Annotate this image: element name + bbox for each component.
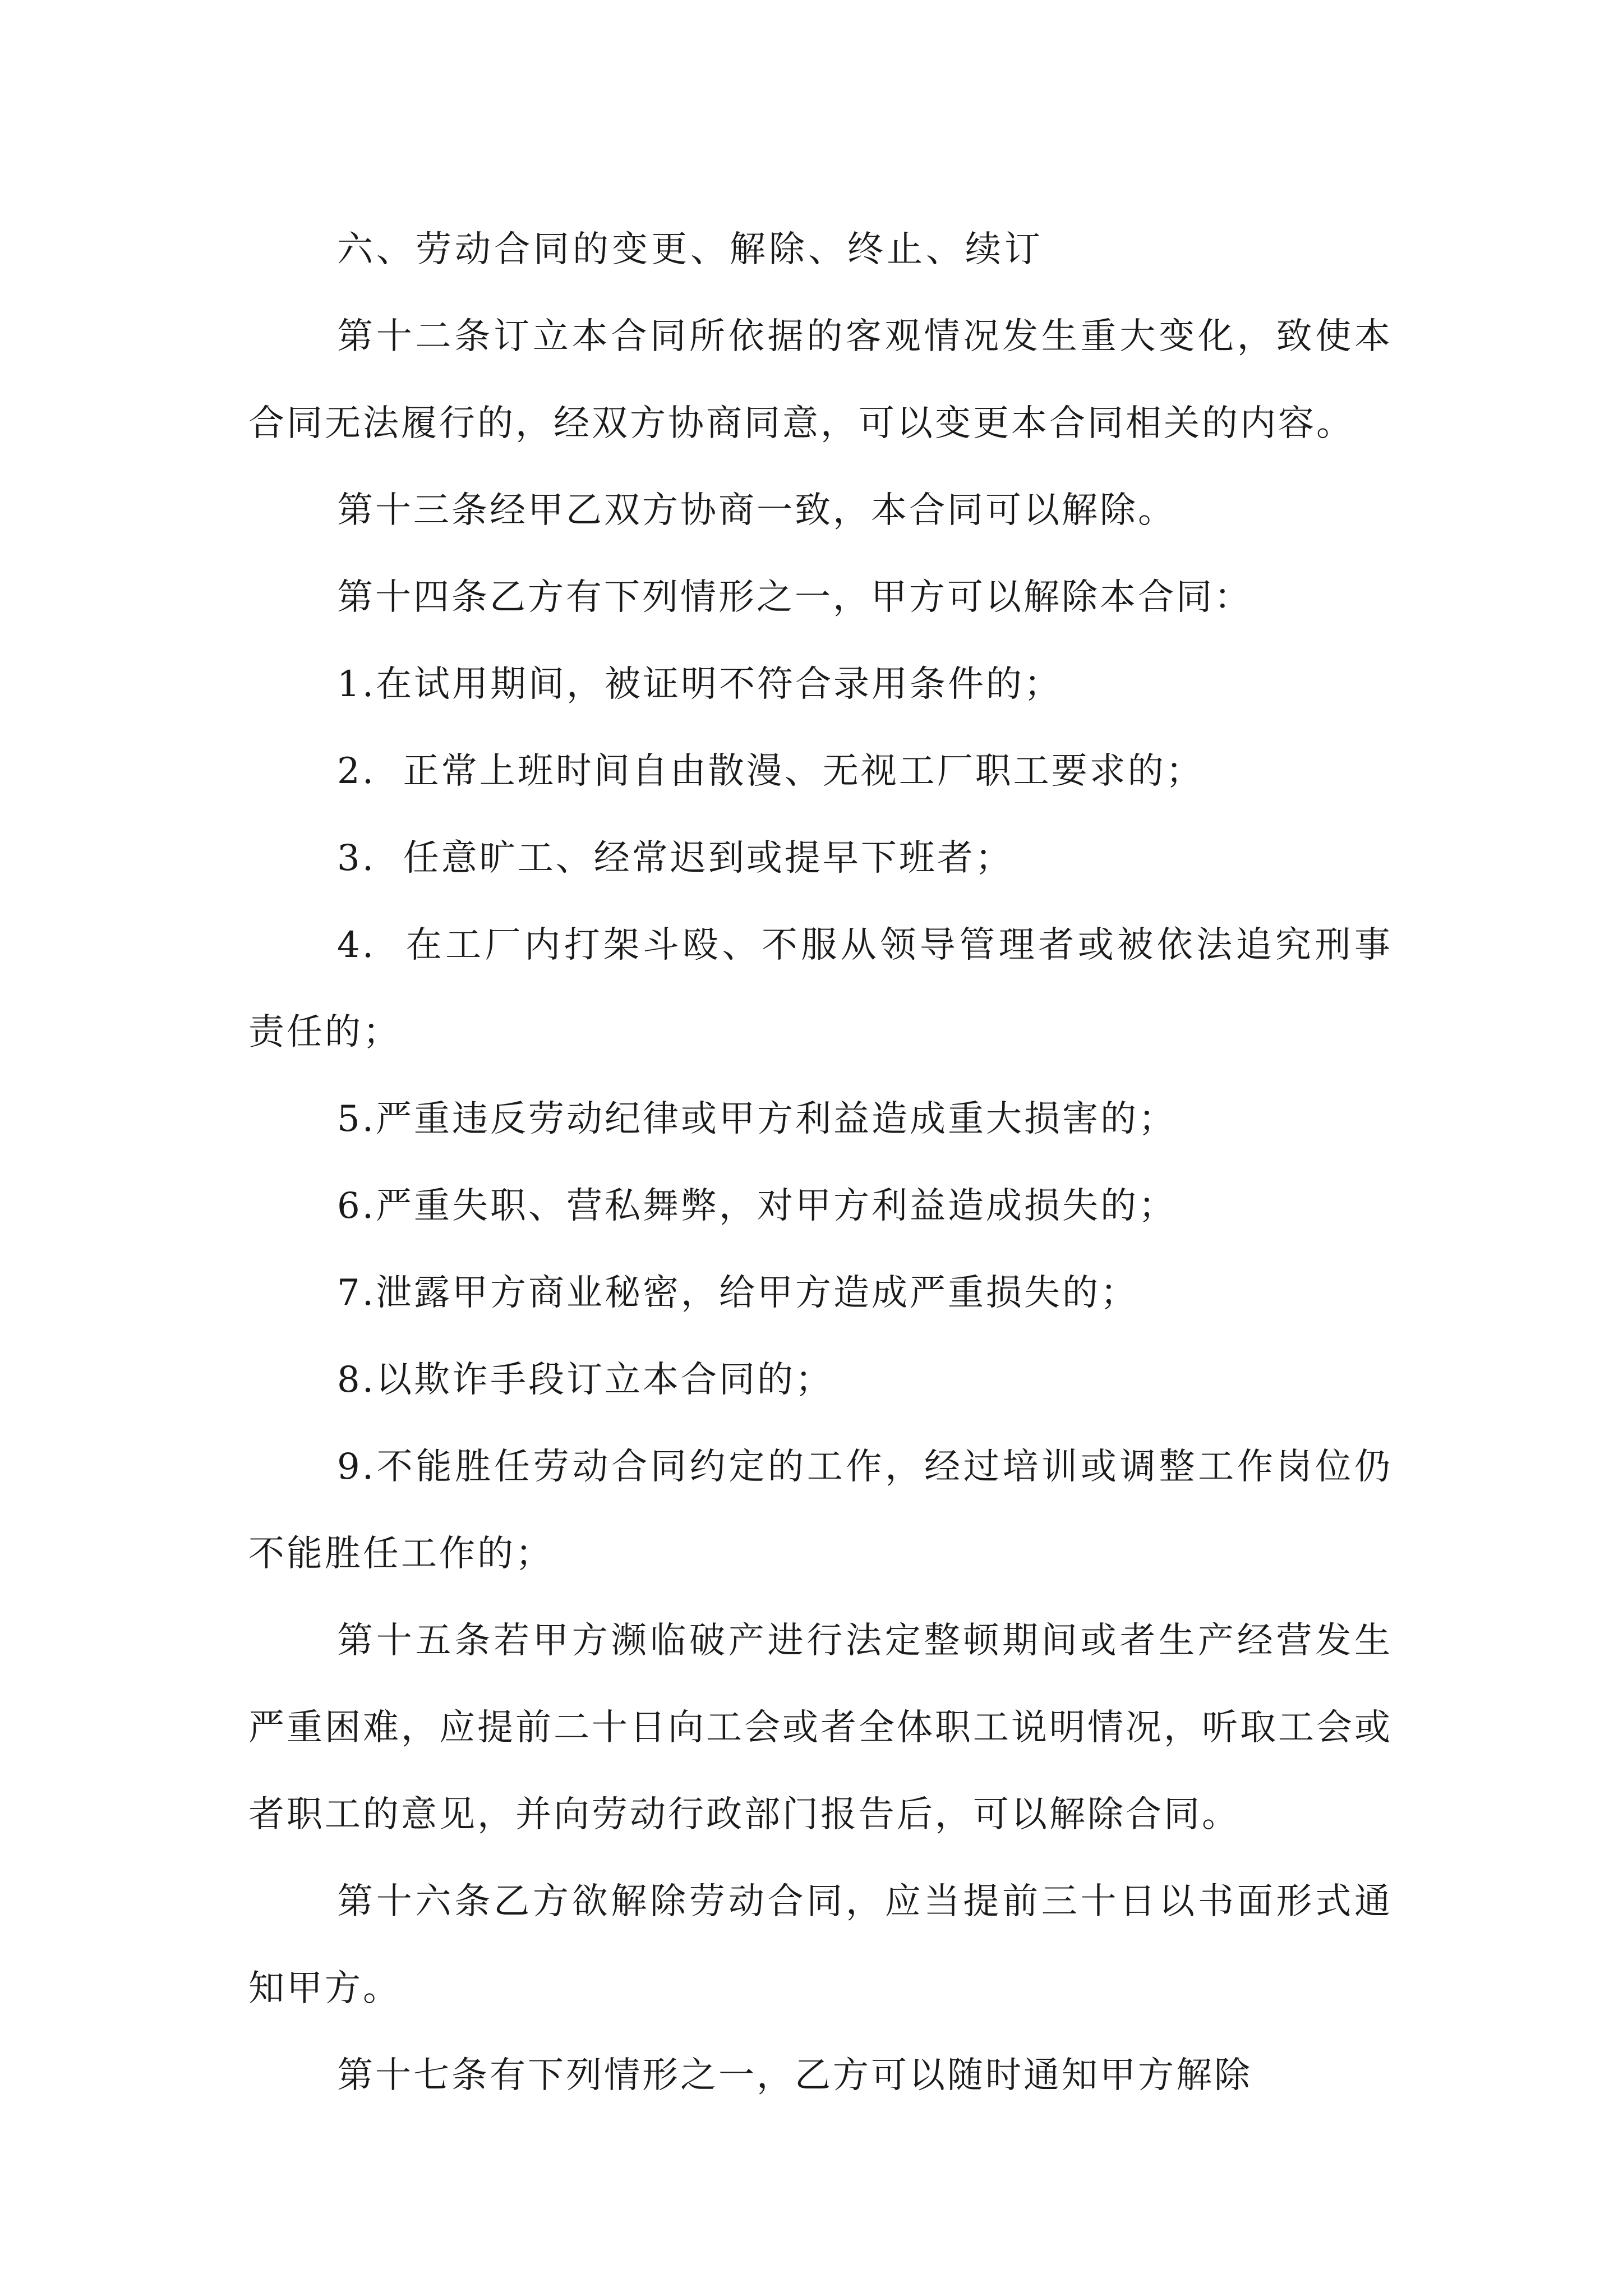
list-item-2: 2. 正常上班时间自由散漫、无视工厂职工要求的； — [337, 751, 1204, 792]
paragraph-article-13: 第十三条经甲乙双方协商一致，本合同可以解除。 — [337, 490, 1176, 531]
list-item-3: 3. 任意旷工、经常迟到或提早下班者； — [337, 838, 1013, 879]
list-item-8: 8.以欺诈手段订立本合同的； — [337, 1359, 834, 1401]
paragraph-article-17: 第十七条有下列情形之一，乙方可以随时通知甲方解除 — [337, 2055, 1252, 2096]
paragraph-article-15: 第十五条若甲方濒临破产进行法定整顿期间或者生产经营发生严重困难，应提前二十日向工会或者全体职工说明情况，听取工会或者职工的意见，并向劳动行政部门报告后，可以解除合同。 — [248, 1620, 1393, 1835]
paragraph-article-14: 第十四条乙方有下列情形之一，甲方可以解除本合同： — [337, 577, 1252, 618]
list-item-1: 1.在试用期间，被证明不符合录用条件的； — [337, 664, 1063, 705]
list-item-9: 9.不能胜任劳动合同约定的工作，经过培训或调整工作岗位仍不能胜任工作的； — [248, 1446, 1393, 1575]
list-item-6: 6.严重失职、营私舞弊，对甲方利益造成损失的； — [337, 1185, 1177, 1227]
list-item-7: 7.泄露甲方商业秘密，给甲方造成严重损失的； — [337, 1272, 1139, 1314]
paragraph-article-16: 第十六条乙方欲解除劳动合同，应当提前三十日以书面形式通知甲方。 — [248, 1881, 1393, 2009]
section-heading: 六、劳动合同的变更、解除、终止、续订 — [337, 229, 1044, 270]
document-body — [248, 206, 1393, 2119]
list-item-4: 4. 在工厂内打架斗殴、不服从领导管理者或被依法追究刑事责任的； — [248, 924, 1393, 1053]
list-item-5: 5.严重违反劳动纪律或甲方利益造成重大损害的； — [337, 1098, 1177, 1140]
paragraph-article-12: 第十二条订立本合同所依据的客观情况发生重大变化，致使本合同无法履行的，经双方协商同意，可以变更本合同相关的内容。 — [248, 316, 1393, 444]
